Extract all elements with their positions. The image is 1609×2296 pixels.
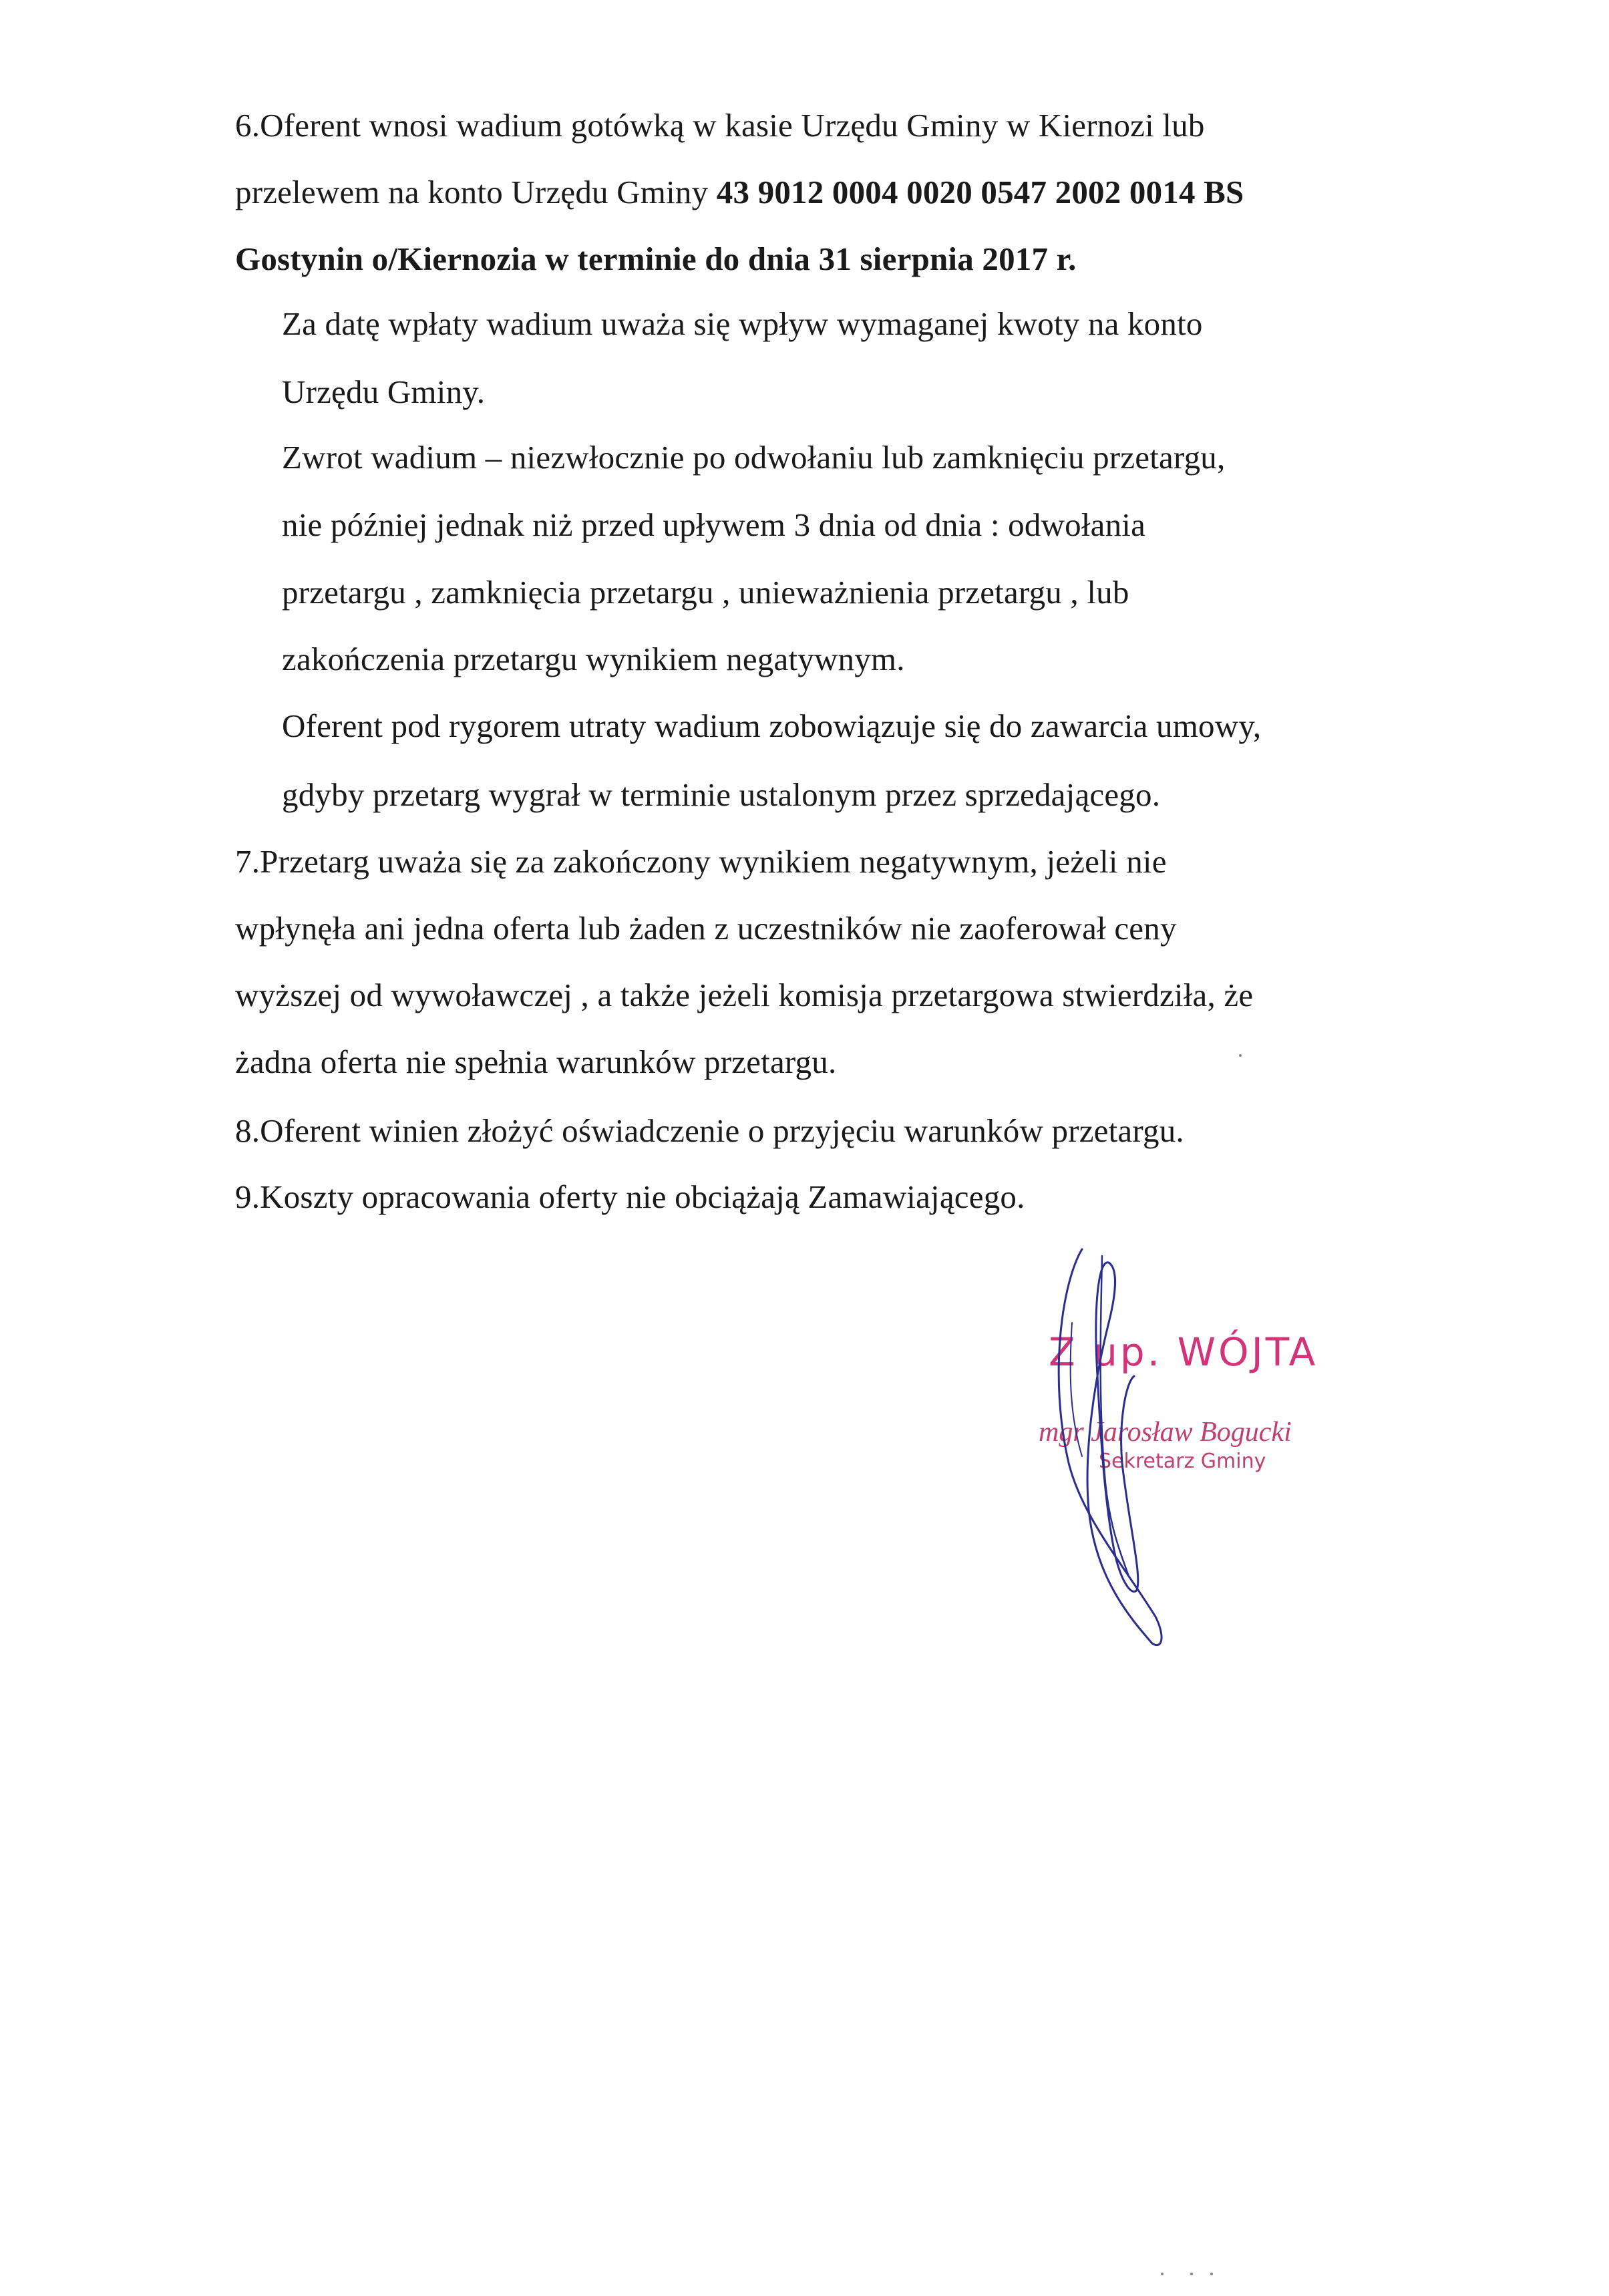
paragraph-6-line-2-text: przelewem na konto Urzędu Gminy xyxy=(235,174,717,210)
paragraph-7-line-4: żadna oferta nie spełnia warunków przetargu. xyxy=(235,1043,837,1080)
paragraph-6-line-3: Gostynin o/Kiernozia w terminie do dnia 31 sierpnia 2017 r. xyxy=(235,240,1077,277)
paragraph-6-line-1: 6.Oferent wnosi wadium gotówką w kasie Urzędu Gminy w Kiernozi lub xyxy=(235,107,1205,144)
paragraph-8: 8.Oferent winien złożyć oświadczenie o przyjęciu warunków przetargu. xyxy=(235,1112,1184,1149)
paragraph-6-refund-line-2: nie później jednak niż przed upływem 3 dnia od dnia : odwołania xyxy=(282,506,1146,543)
paragraph-6-line-2 xyxy=(235,172,1244,212)
handwritten-signature xyxy=(1022,1243,1236,1657)
stamp-position: Sekretarz Gminy xyxy=(1099,1450,1266,1473)
scan-speck xyxy=(1239,1054,1242,1057)
paragraph-6-refund-line-4: zakończenia przetargu wynikiem negatywnym. xyxy=(282,641,905,677)
paragraph-7-line-2: wpłynęła ani jedna oferta lub żaden z uczestników nie zaoferował ceny xyxy=(235,910,1177,947)
paragraph-6-obligation-line-1: Oferent pod rygorem utraty wadium zobowiązuje się do zawarcia umowy, xyxy=(282,707,1262,744)
scan-speck xyxy=(1190,2273,1193,2275)
paragraph-6-refund-line-1: Zwrot wadium – niezwłocznie po odwołaniu lub zamknięciu przetargu, xyxy=(282,439,1226,476)
paragraph-6-deposit-date-line-2: Urzędu Gminy. xyxy=(282,373,486,410)
scan-speck xyxy=(1161,2273,1164,2275)
scan-speck xyxy=(1210,2273,1213,2275)
paragraph-7-line-1: 7.Przetarg uważa się za zakończony wynikiem negatywnym, jeżeli nie xyxy=(235,843,1167,880)
bank-account-number: 43 9012 0004 0020 0547 2002 0014 BS xyxy=(716,174,1244,210)
stamp-title: Z up. WÓJTA xyxy=(1049,1329,1318,1375)
stamp-name: mgr Jarosław Bogucki xyxy=(1039,1417,1292,1448)
paragraph-9: 9.Koszty opracowania oferty nie obciążają Zamawiającego. xyxy=(235,1178,1025,1215)
paragraph-7-line-3: wyższej od wywoławczej , a także jeżeli komisja przetargowa stwierdziła, że xyxy=(235,977,1254,1013)
paragraph-6-refund-line-3: przetargu , zamknięcia przetargu , unieważnienia przetargu , lub xyxy=(282,574,1129,611)
paragraph-6-deposit-date-line-1: Za datę wpłaty wadium uważa się wpływ wymaganej kwoty na konto xyxy=(282,305,1203,342)
paragraph-6-obligation-line-2: gdyby przetarg wygrał w terminie ustalonym przez sprzedającego. xyxy=(282,776,1161,813)
